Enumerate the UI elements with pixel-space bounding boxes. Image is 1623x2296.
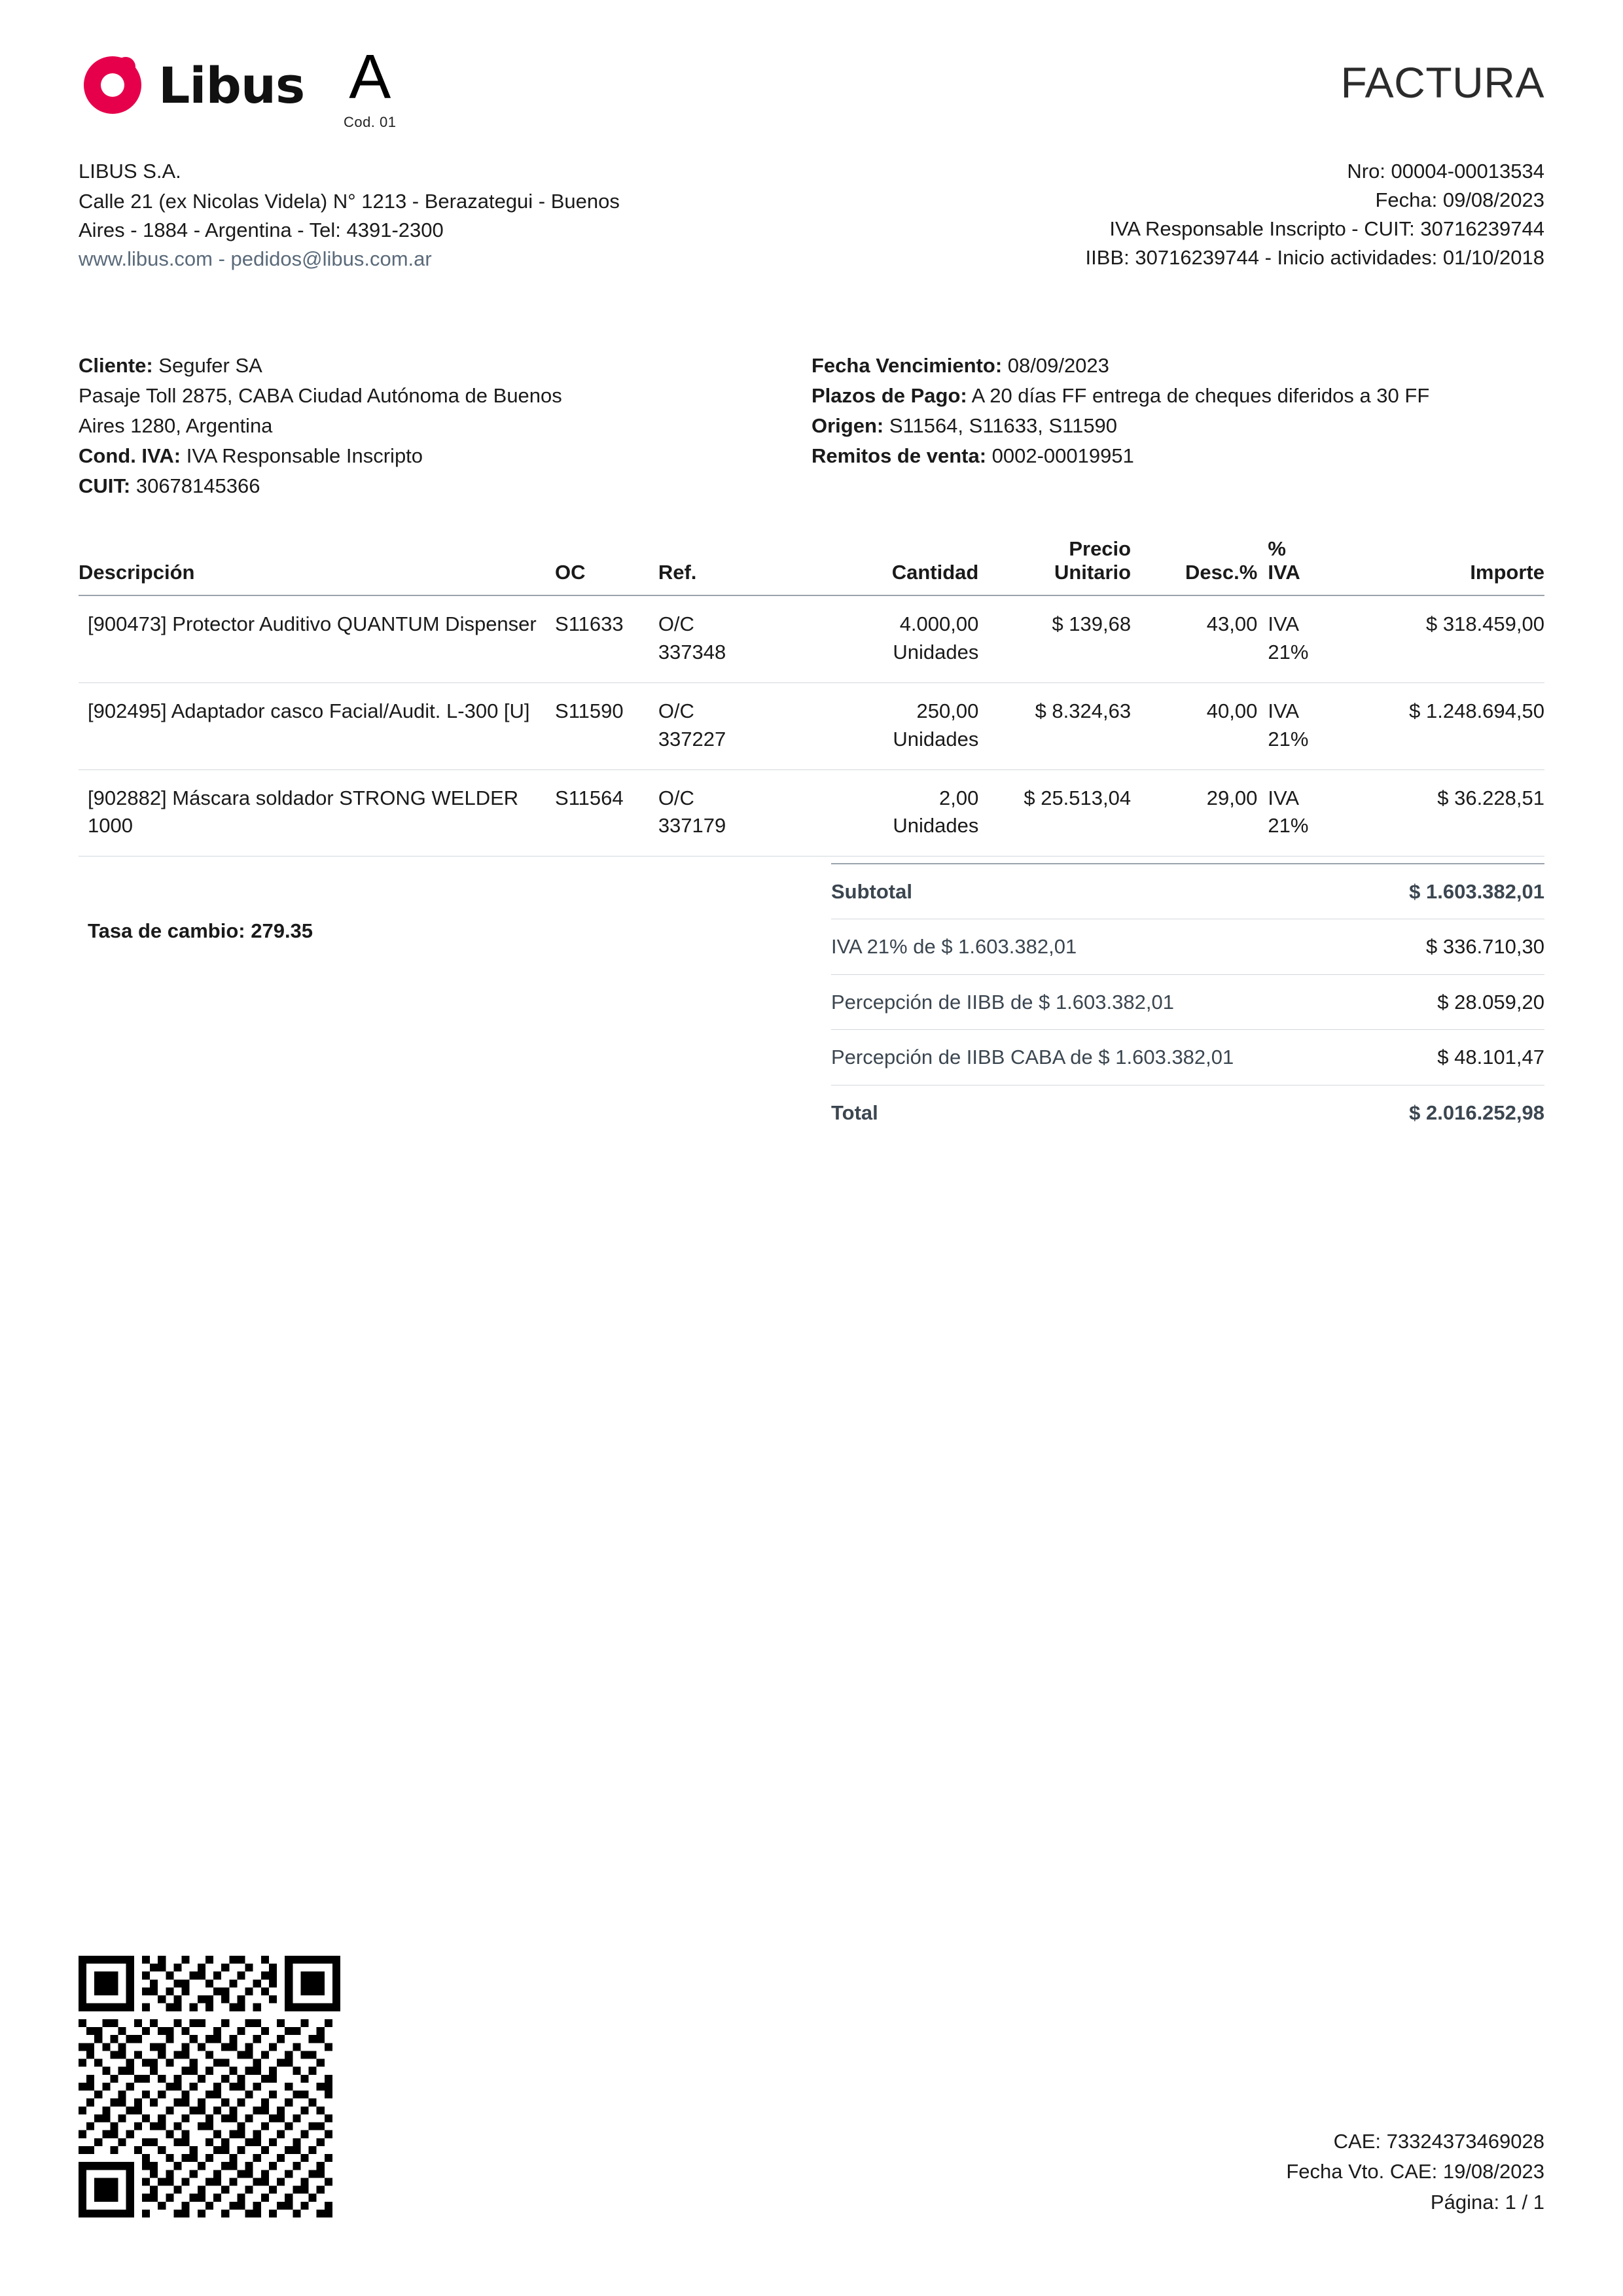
issuer-iibb: IIBB: 30716239744 - Inicio actividades: 01/10/2018	[1085, 246, 1544, 270]
cell-descripcion: [902882] Máscara soldador STRONG WELDER 1000	[79, 769, 548, 857]
cell-iva	[1257, 595, 1351, 682]
due-date-label: Fecha Vencimiento:	[812, 354, 1003, 378]
invoice-date: Fecha: 09/08/2023	[1375, 188, 1544, 212]
cell-importe: $ 36.228,51	[1351, 769, 1544, 857]
client-address-line1: Pasaje Toll 2875, CABA Ciudad Autónoma de Buenos	[79, 383, 562, 407]
iva-label: IVA 21% de $ 1.603.382,01	[831, 919, 1365, 974]
col-cantidad: Cantidad	[818, 537, 978, 595]
document-footer	[79, 1956, 1544, 2217]
totals-row	[79, 863, 1544, 1140]
client-name: Segufer SA	[152, 354, 262, 378]
cell-ref-line1: O/C	[658, 612, 694, 636]
invoice-letter-block	[304, 39, 435, 131]
subtotal-label: Subtotal	[831, 864, 1365, 919]
subtotal-value: $ 1.603.382,01	[1365, 864, 1544, 919]
cell-descripcion: [900473] Protector Auditivo QUANTUM Dispenser	[79, 595, 548, 682]
cell-ref	[658, 595, 818, 682]
cell-iva-line2: 21%	[1268, 641, 1309, 664]
cell-precio-unitario: $ 8.324,63	[978, 682, 1131, 769]
totals-block	[831, 863, 1544, 1140]
client-name-line	[79, 351, 812, 381]
iibb-label: Percepción de IIBB de $ 1.603.382,01	[831, 974, 1365, 1029]
col-descuento: Desc.%	[1131, 537, 1257, 595]
cell-cantidad-unit: Unidades	[893, 814, 979, 838]
remittances-label: Remitos de venta:	[812, 444, 987, 467]
cell-cantidad-unit: Unidades	[893, 727, 979, 751]
due-date-line	[812, 351, 1544, 381]
origin-label: Origen:	[812, 414, 884, 437]
table-header-row	[79, 537, 1544, 595]
cell-ref	[658, 769, 818, 857]
remittances-value: 0002-00019951	[986, 444, 1134, 467]
qr-code	[79, 1956, 340, 2217]
cell-oc: S11590	[548, 682, 658, 769]
client-cuit-line	[79, 471, 812, 501]
origin-line	[812, 411, 1544, 441]
client-block	[79, 351, 812, 501]
total-value: $ 2.016.252,98	[1409, 1101, 1544, 1124]
totals-row-iibb-caba	[831, 1030, 1544, 1085]
cell-precio-unitario: $ 25.513,04	[978, 769, 1131, 857]
company-meta-row	[79, 157, 1544, 274]
cae-block	[1286, 2127, 1544, 2218]
totals-row-total	[831, 1085, 1544, 1140]
iibb-caba-value: $ 48.101,47	[1365, 1030, 1544, 1085]
cell-ref-line2: 337348	[658, 641, 726, 664]
company-address-line1: Calle 21 (ex Nicolas Videla) N° 1213 - Berazategui - Buenos	[79, 190, 620, 213]
cell-cantidad	[818, 682, 978, 769]
client-label: Cliente:	[79, 354, 153, 378]
cae-number: CAE: 73324373469028	[1333, 2129, 1544, 2153]
col-importe: Importe	[1351, 537, 1544, 595]
cell-importe: $ 318.459,00	[1351, 595, 1544, 682]
invoice-meta-block	[1086, 157, 1544, 274]
col-precio-unitario	[978, 537, 1131, 595]
cell-cantidad-unit: Unidades	[893, 641, 979, 664]
client-address-line2: Aires 1280, Argentina	[79, 414, 273, 437]
cell-descripcion: [902495] Adaptador casco Facial/Audit. L-300 [U]	[79, 682, 548, 769]
col-ref: Ref.	[658, 537, 818, 595]
remittances-line	[812, 441, 1544, 471]
client-payment-row	[79, 351, 1544, 501]
cell-ref-line2: 337179	[658, 814, 726, 838]
due-date-value: 08/09/2023	[1002, 354, 1109, 378]
cell-ref	[658, 682, 818, 769]
table-row	[79, 595, 1544, 682]
document-header	[79, 39, 1544, 150]
libus-logo-icon	[79, 51, 147, 119]
company-name: LIBUS S.A.	[79, 160, 181, 183]
client-iva-label: Cond. IVA:	[79, 444, 181, 467]
totals-row-iibb	[831, 974, 1544, 1029]
cell-ref-line1: O/C	[658, 786, 694, 809]
client-iva-line	[79, 441, 812, 471]
exchange-rate: Tasa de cambio: 279.35	[88, 919, 313, 943]
totals-row-subtotal	[831, 864, 1544, 919]
table-row	[79, 769, 1544, 857]
col-precio-line1: Precio	[1069, 537, 1132, 561]
invoice-number: Nro: 00004-00013534	[1347, 160, 1544, 183]
iibb-caba-label: Percepción de IIBB CABA de $ 1.603.382,01	[831, 1030, 1365, 1085]
cell-iva	[1257, 682, 1351, 769]
client-iva-value: IVA Responsable Inscripto	[181, 444, 423, 467]
col-precio-line2: Unitario	[1054, 561, 1132, 584]
cae-expiry: Fecha Vto. CAE: 19/08/2023	[1286, 2160, 1544, 2183]
cell-descuento: 43,00	[1131, 595, 1257, 682]
cell-iva-line2: 21%	[1268, 814, 1309, 838]
cell-descuento: 40,00	[1131, 682, 1257, 769]
cell-cantidad	[818, 595, 978, 682]
cell-descuento: 29,00	[1131, 769, 1257, 857]
table-row	[79, 682, 1544, 769]
client-cuit-label: CUIT:	[79, 474, 131, 497]
payment-block	[812, 351, 1544, 501]
document-type-title: FACTURA	[1340, 58, 1544, 107]
payment-terms-line	[812, 381, 1544, 411]
cell-ref-line1: O/C	[658, 699, 694, 722]
company-web-email[interactable]: www.libus.com - pedidos@libus.com.ar	[79, 247, 432, 271]
origin-value: S11564, S11633, S11590	[883, 414, 1118, 437]
cell-oc: S11633	[548, 595, 658, 682]
page-number: Página: 1 / 1	[1430, 2190, 1544, 2214]
cell-importe: $ 1.248.694,50	[1351, 682, 1544, 769]
payment-terms-label: Plazos de Pago:	[812, 383, 967, 407]
col-oc: OC	[548, 537, 658, 595]
brand-logo	[79, 39, 304, 119]
cell-oc: S11564	[548, 769, 658, 857]
cell-cantidad-value: 4.000,00	[899, 612, 979, 636]
cell-iva-line1: IVA	[1268, 786, 1300, 809]
totals-row-iva	[831, 919, 1544, 974]
payment-terms-value: A 20 días FF entrega de cheques diferidos a 30 FF	[967, 383, 1430, 407]
cell-iva-line2: 21%	[1268, 727, 1309, 751]
col-descripcion: Descripción	[79, 537, 548, 595]
col-iva-line2: IVA	[1268, 561, 1300, 584]
col-iva-line1: %	[1268, 537, 1286, 561]
col-iva	[1257, 537, 1351, 595]
cell-iva-line1: IVA	[1268, 612, 1300, 636]
invoice-letter: A	[349, 42, 391, 112]
cell-iva	[1257, 769, 1351, 857]
totals-table	[831, 863, 1544, 1140]
cell-cantidad-value: 2,00	[939, 786, 979, 809]
issuer-tax-condition: IVA Responsable Inscripto - CUIT: 30716239744	[1109, 217, 1544, 241]
cell-precio-unitario: $ 139,68	[978, 595, 1131, 682]
client-cuit-value: 30678145366	[130, 474, 260, 497]
line-items-body	[79, 595, 1544, 856]
line-items-header	[79, 537, 1544, 595]
cell-cantidad-value: 250,00	[916, 699, 979, 722]
total-label: Total	[831, 1101, 878, 1124]
cell-iva-line1: IVA	[1268, 699, 1300, 722]
cell-cantidad	[818, 769, 978, 857]
iva-value: $ 336.710,30	[1365, 919, 1544, 974]
invoice-code: Cod. 01	[343, 114, 397, 130]
company-address-line2: Aires - 1884 - Argentina - Tel: 4391-2300	[79, 219, 444, 242]
iibb-value: $ 28.059,20	[1365, 974, 1544, 1029]
logo-wordmark: Libus	[158, 56, 305, 115]
cell-ref-line2: 337227	[658, 727, 726, 751]
line-items-table	[79, 537, 1544, 857]
company-block	[79, 157, 620, 274]
